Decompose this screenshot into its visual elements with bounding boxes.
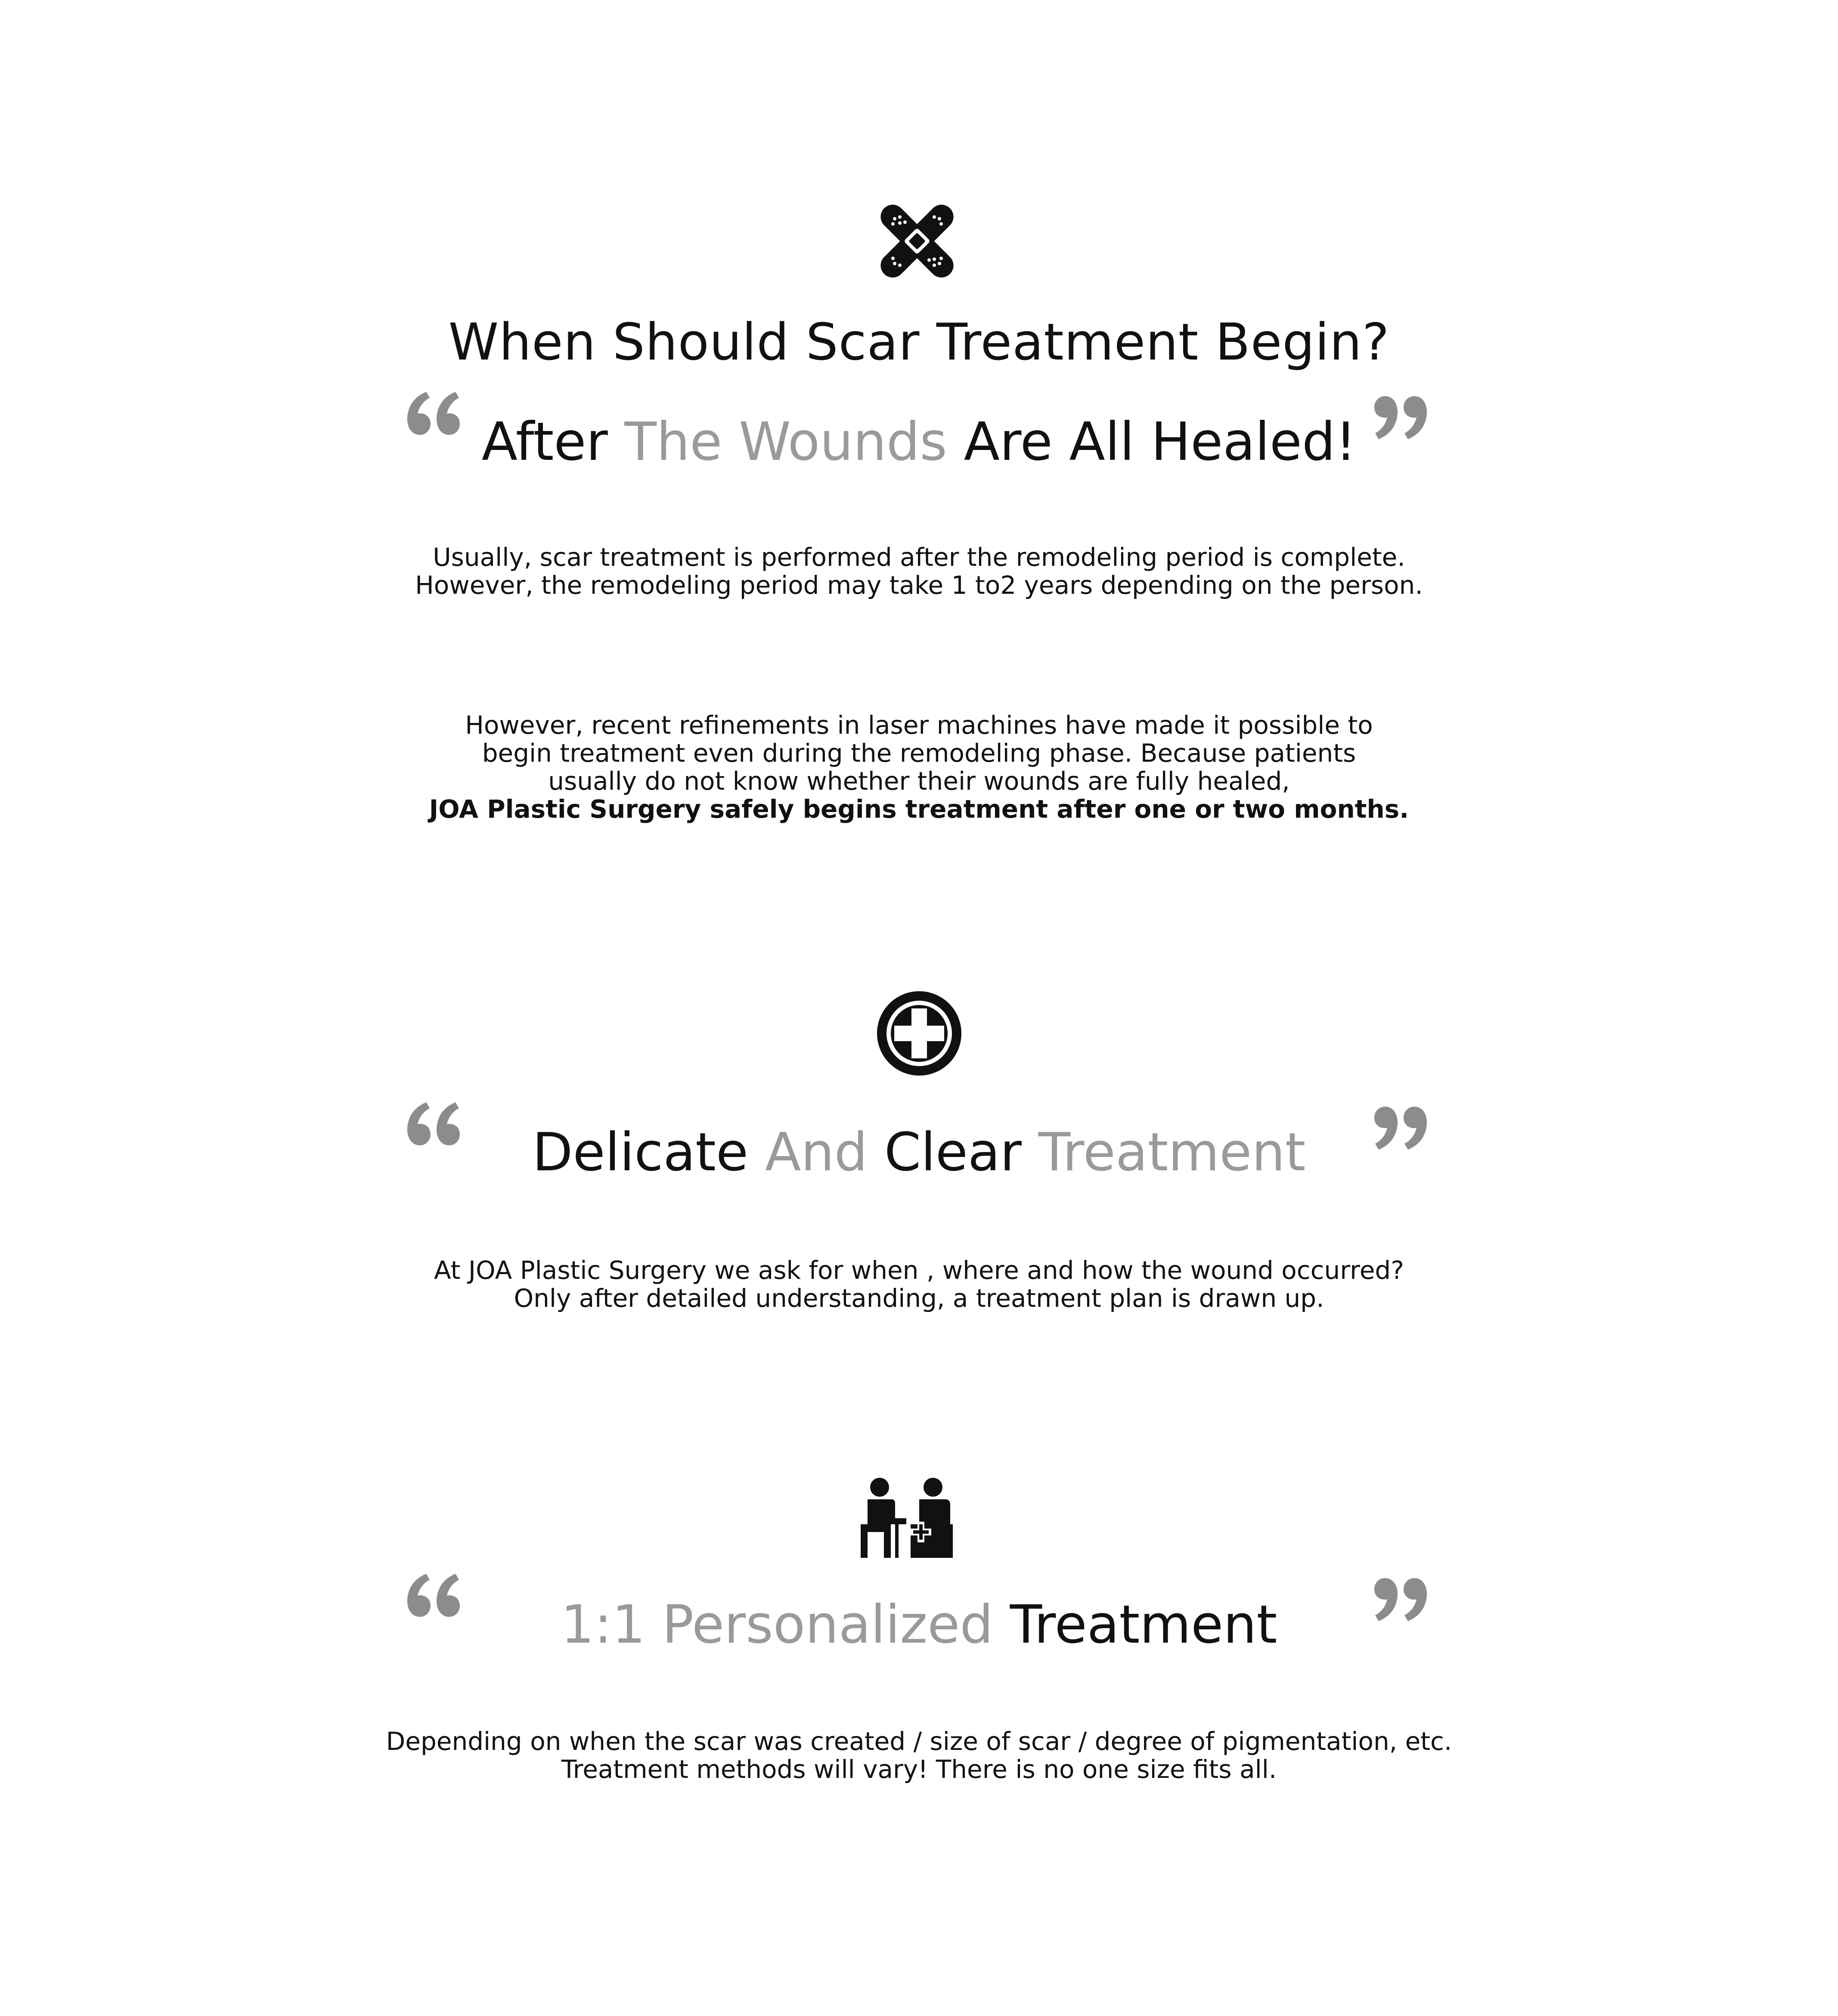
- headline-part-accent: Treatment: [1038, 1122, 1306, 1183]
- paragraph-line: begin treatment even during the remodeling phase. Because patients: [482, 738, 1356, 768]
- headline-part-accent: And: [765, 1122, 868, 1183]
- headline-part: After: [481, 411, 608, 472]
- bold-statement: JOA Plastic Surgery safely begins treatment after one or two months.: [429, 794, 1409, 824]
- headline-part: Delicate: [532, 1122, 749, 1183]
- paragraph-line: Treatment methods will vary! There is no one size fits all.: [561, 1755, 1277, 1784]
- headline-personalized-treatment: [0, 1594, 1838, 1655]
- paragraph-line: Usually, scar treatment is performed after the remodeling period is complete.: [433, 543, 1405, 572]
- headline-part: Treatment: [1010, 1594, 1277, 1655]
- consultation-icon: [859, 1477, 954, 1559]
- paragraph-line: Depending on when the scar was created / size of scar / degree of pigmentation, etc.: [386, 1727, 1452, 1756]
- headline-part-accent: 1:1 Personalized: [561, 1594, 993, 1655]
- treatment-methods-paragraph: [0, 1728, 1838, 1783]
- paragraph-line: usually do not know whether their wounds are fully healed,: [548, 766, 1290, 796]
- page-title: When Should Scar Treatment Begin?: [448, 312, 1390, 372]
- consultation-paragraph: [0, 1256, 1838, 1312]
- paragraph-line-bold: [0, 795, 1838, 823]
- remodeling-paragraph: [0, 543, 1838, 599]
- paragraph-line: However, recent refinements in laser machines have made it possible to: [465, 710, 1373, 740]
- headline-after-wounds-healed: [0, 411, 1838, 472]
- medical-cross-icon: [876, 990, 962, 1076]
- headline-part: Are All Healed!: [964, 411, 1357, 472]
- headline-part: Clear: [884, 1122, 1022, 1183]
- headline-part-accent: The Wounds: [624, 411, 947, 472]
- paragraph-line: Only after detailed understanding, a treatment plan is drawn up.: [514, 1284, 1324, 1313]
- bandage-icon: [874, 198, 960, 284]
- headline-delicate-clear: [0, 1122, 1838, 1183]
- paragraph-line: At JOA Plastic Surgery we ask for when , where and how the wound occurred?: [434, 1256, 1404, 1285]
- laser-paragraph: [0, 711, 1838, 823]
- paragraph-line: However, the remodeling period may take 1 to2 years depending on the person.: [415, 571, 1423, 600]
